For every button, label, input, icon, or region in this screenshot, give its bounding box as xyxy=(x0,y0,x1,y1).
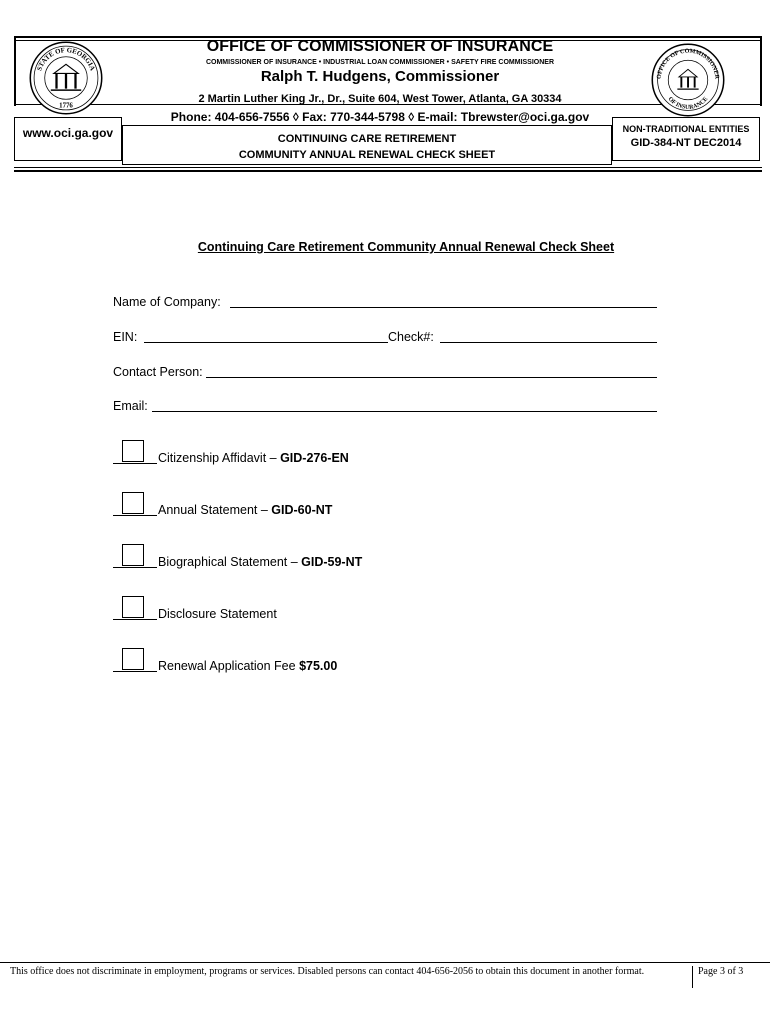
checklist-underline xyxy=(113,463,157,464)
citizenship-affidavit-checkbox[interactable] xyxy=(122,440,144,462)
annual-statement-item: Annual Statement – GID-60-NT xyxy=(158,503,333,517)
form-category: NON-TRADITIONAL ENTITIES xyxy=(622,124,750,134)
checklist-underline xyxy=(113,619,157,620)
check-number-label: Check#: xyxy=(388,330,434,344)
biographical-statement-checkbox[interactable] xyxy=(122,544,144,566)
annual-statement-checkbox[interactable] xyxy=(122,492,144,514)
contact-person-label: Contact Person: xyxy=(113,365,203,379)
ein-field[interactable] xyxy=(144,328,388,343)
checklist-underline xyxy=(113,671,157,672)
office-title: OFFICE OF COMMISSIONER OF INSURANCE xyxy=(206,38,554,55)
page-number: Page 3 of 3 xyxy=(698,966,744,977)
citizenship-affidavit-item: Citizenship Affidavit – GID-276-EN xyxy=(158,451,349,465)
georgia-state-seal xyxy=(28,40,104,116)
header-bottom-rule-thin xyxy=(14,167,762,168)
svg-text:STATE OF GEORGIA: STATE OF GEORGIA xyxy=(36,47,96,72)
office-contact-line: Phone: 404-656-7556 ◊ Fax: 770-344-5798 ◊ E-mail: Tbrewster@oci.ga.gov xyxy=(170,110,590,124)
svg-text:OFFICE OF COMMISSIONER: OFFICE OF COMMISSIONER xyxy=(656,48,720,80)
header-right-rule xyxy=(760,36,762,106)
footer-separator xyxy=(692,966,693,988)
ein-label: EIN: xyxy=(113,330,138,344)
footer-rule xyxy=(0,962,770,963)
nondiscrimination-notice: This office does not discriminate in employment, programs or services. Disabled persons can contact 404-656-2056 to obtain this document in another format. xyxy=(10,966,645,977)
renewal-fee-checkbox[interactable] xyxy=(122,648,144,670)
company-name-label: Name of Company: xyxy=(113,295,221,309)
office-subtitle: COMMISSIONER OF INSURANCE • INDUSTRIAL LOAN COMMISSIONER • SAFETY FIRE COMMISSIONER xyxy=(205,59,555,66)
commissioner-office-seal xyxy=(650,42,726,118)
biographical-statement-item: Biographical Statement – GID-59-NT xyxy=(158,555,363,569)
svg-text:OF INSURANCE: OF INSURANCE xyxy=(666,96,710,111)
disclosure-statement-item: Disclosure Statement xyxy=(158,607,277,621)
form-title-line1: CONTINUING CARE RETIREMENT xyxy=(277,133,457,145)
form-id: GID-384-NT DEC2014 xyxy=(630,137,742,149)
email-field[interactable] xyxy=(152,397,657,412)
form-title-line2: COMMUNITY ANNUAL RENEWAL CHECK SHEET xyxy=(238,149,496,161)
header-left-rule xyxy=(14,36,16,106)
email-label: Email: xyxy=(113,399,148,413)
renewal-fee-item: Renewal Application Fee $75.00 xyxy=(158,659,338,673)
company-name-field[interactable] xyxy=(230,293,657,308)
check-sheet-heading: Continuing Care Retirement Community Annual Renewal Check Sheet xyxy=(197,240,615,254)
checklist-underline xyxy=(113,567,157,568)
commissioner-name: Ralph T. Hudgens, Commissioner xyxy=(260,68,500,85)
contact-person-field[interactable] xyxy=(206,363,657,378)
check-number-field[interactable] xyxy=(440,328,657,343)
website-link[interactable]: www.oci.ga.gov xyxy=(22,126,114,140)
header-bottom-rule xyxy=(14,170,762,172)
office-address: 2 Martin Luther King Jr., Dr., Suite 604, West Tower, Atlanta, GA 30334 xyxy=(198,93,562,105)
disclosure-statement-checkbox[interactable] xyxy=(122,596,144,618)
checklist-underline xyxy=(113,515,157,516)
svg-text:1776: 1776 xyxy=(59,102,73,110)
